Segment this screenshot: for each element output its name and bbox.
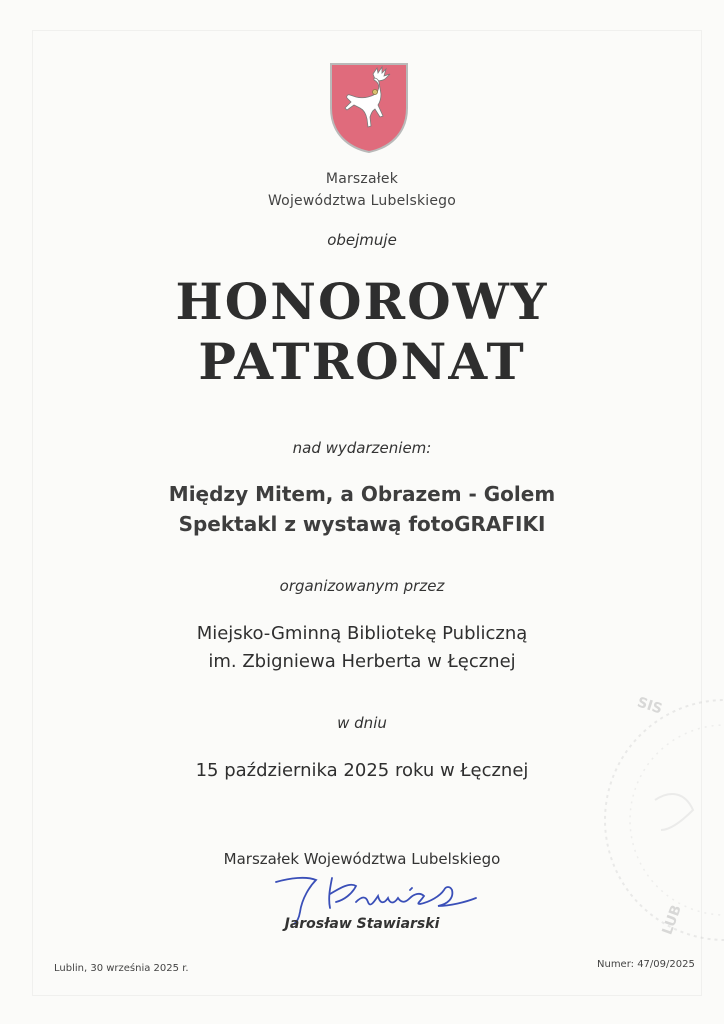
issuer-block	[0, 168, 724, 212]
place-and-date: Lublin, 30 września 2025 r.	[54, 963, 189, 974]
seal-text-top: SIS	[635, 694, 665, 718]
organizer-line1: Miejsko-Gminną Bibliotekę Publiczną	[196, 623, 528, 644]
title-line1: HONOROWY	[175, 272, 549, 331]
event-date: 15 października 2025 roku w Łęcznej	[195, 760, 529, 781]
page-title	[0, 272, 724, 392]
title-line2: PATRONAT	[198, 332, 526, 391]
issuer-line1: Marszałek	[325, 171, 399, 187]
organizer-line2: im. Zbigniewa Herberta w Łęcznej	[208, 651, 516, 672]
signatory-title: Marszałek Województwa Lubelskiego	[223, 850, 501, 868]
seal-text-bottom: LUB	[659, 902, 685, 938]
coat-of-arms-deer-icon	[329, 62, 409, 154]
issuer-line2: Województwa Lubelskiego	[267, 193, 457, 209]
signatory-name: Jarosław Stawiarski	[284, 916, 440, 932]
faded-seal-icon	[575, 680, 724, 970]
event-line1: Między Mitem, a Obrazem - Golem	[168, 482, 556, 506]
intro-text: obejmuje	[327, 231, 397, 249]
organizer-intro: organizowanym przez	[279, 577, 445, 595]
event-name	[0, 479, 724, 539]
event-intro: nad wydarzeniem:	[292, 439, 432, 457]
organizer-name	[0, 620, 724, 676]
date-intro: w dniu	[337, 714, 387, 732]
event-line2: Spektakl z wystawą fotoGRAFIKI	[178, 512, 546, 536]
document-number: Numer: 47/09/2025	[597, 959, 695, 970]
